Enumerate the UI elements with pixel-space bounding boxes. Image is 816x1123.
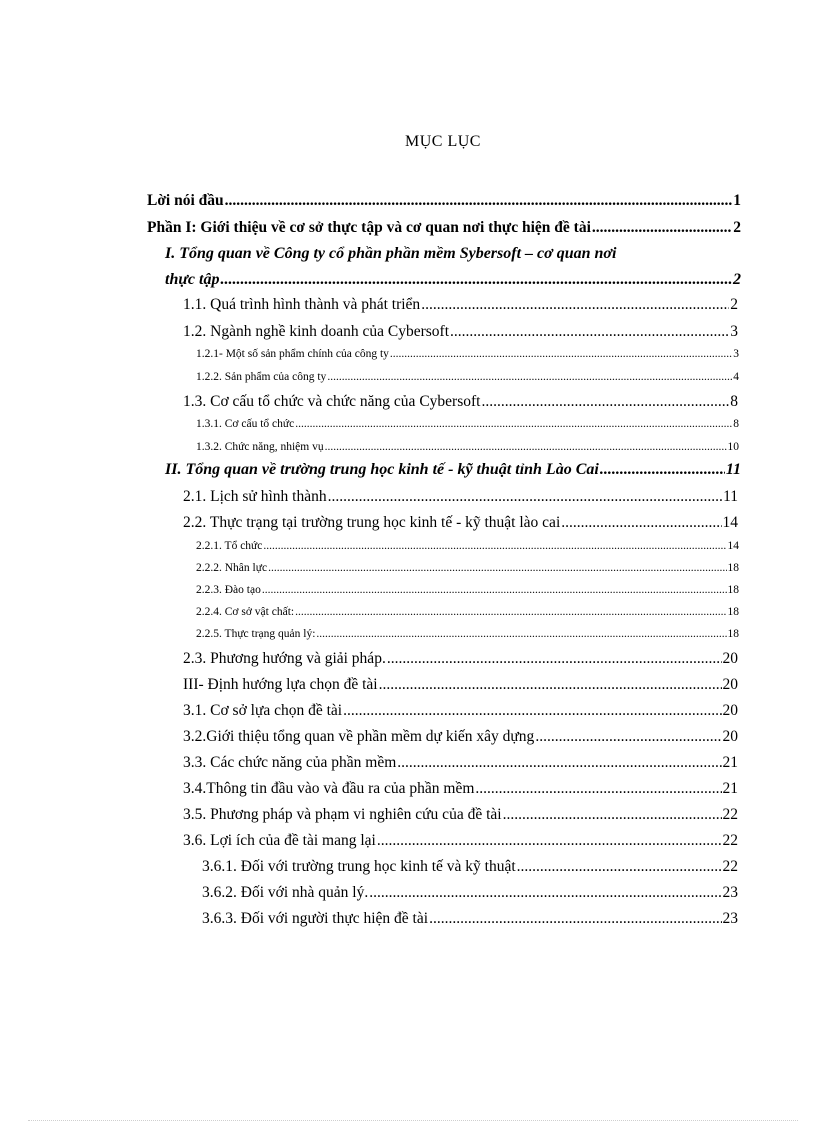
toc-entry-text: 3.5. Phương pháp và phạm vi nghiên cứu của đề tài xyxy=(183,806,502,823)
toc-entry[interactable] xyxy=(183,650,738,668)
toc-page-number: 10 xyxy=(727,441,739,453)
toc-leader xyxy=(327,371,732,383)
toc-entry-text: 1.2.2. Sản phẩm của công ty xyxy=(196,371,327,383)
toc-leader xyxy=(503,806,722,824)
toc-page-number: 21 xyxy=(722,780,738,797)
toc-entry-text: 3.6.1. Đối với trường trung học kinh tế và kỹ thuật xyxy=(202,858,516,875)
toc-leader xyxy=(268,562,726,574)
toc-entry[interactable] xyxy=(183,514,738,532)
toc-page-number: 22 xyxy=(722,832,738,849)
toc-entry-text: 2.1. Lịch sử hình thành xyxy=(183,488,327,505)
toc-entry-text: 3.2.Giới thiệu tổng quan về phần mềm dự kiến xây dựng xyxy=(183,728,535,745)
toc-entry[interactable] xyxy=(196,540,739,552)
toc-entry-text: 1.3. Cơ cấu tổ chức và chức năng của Cybersoft xyxy=(183,393,481,410)
toc-page-number: 18 xyxy=(727,562,739,574)
toc-page-number: 1 xyxy=(733,192,741,209)
toc-entry-text-line2: thực tập xyxy=(165,271,220,288)
toc-entry-text-line1: I. Tổng quan về Công ty cổ phần phần mềm Sybersoft – cơ quan nơi xyxy=(165,245,617,262)
toc-entry[interactable] xyxy=(147,219,741,237)
toc-page-number: 21 xyxy=(722,754,738,771)
toc-entry-text: 3.3. Các chức năng của phần mềm xyxy=(183,754,397,771)
toc-leader xyxy=(325,441,727,453)
toc-page-number: 20 xyxy=(722,702,738,719)
toc-leader xyxy=(561,514,721,532)
toc-page-number: 20 xyxy=(722,676,738,693)
toc-leader xyxy=(295,606,726,618)
toc-entry-text: II. Tổng quan về trường trung học kinh tế - kỹ thuật tỉnh Lào Cai xyxy=(165,461,599,478)
toc-page-number: 2 xyxy=(733,271,741,288)
toc-entry[interactable] xyxy=(202,858,738,876)
toc-entry[interactable] xyxy=(183,754,738,772)
toc-page-number: 14 xyxy=(727,540,739,552)
toc-entry-text: 3.6.3. Đối với người thực hiện đề tài xyxy=(202,910,429,927)
toc-entry[interactable] xyxy=(147,192,741,210)
toc-entry[interactable] xyxy=(196,348,739,360)
toc-page-number: 23 xyxy=(722,910,738,927)
toc-entry-text: 1.2. Ngành nghề kinh doanh của Cybersoft xyxy=(183,323,450,340)
toc-page-number: 18 xyxy=(727,628,739,640)
toc-entry[interactable] xyxy=(196,418,739,430)
toc-leader xyxy=(450,323,729,341)
toc-leader xyxy=(390,348,732,360)
toc-page-number: 18 xyxy=(727,606,739,618)
toc-entry-text: 3.6.2. Đối với nhà quản lý. xyxy=(202,884,369,901)
toc-entry-text: 1.3.2. Chức năng, nhiệm vụ xyxy=(196,441,324,453)
toc-page-number: 4 xyxy=(733,371,739,383)
toc-entry-text: 1.2.1- Một số sản phẩm chính của công ty xyxy=(196,348,389,360)
toc-leader xyxy=(481,393,729,411)
toc-leader xyxy=(379,676,722,694)
toc-leader xyxy=(421,296,729,314)
toc-page-number: 11 xyxy=(725,461,741,478)
toc-entry[interactable] xyxy=(165,461,741,479)
toc-leader xyxy=(377,832,722,850)
toc-entry-text: 1.3.1. Cơ cấu tổ chức xyxy=(196,418,295,430)
toc-entry-text: 2.2.4. Cơ sở vật chất: xyxy=(196,606,295,618)
toc-entry[interactable] xyxy=(183,780,738,798)
toc-leader xyxy=(263,540,726,552)
toc-entry[interactable] xyxy=(196,562,739,574)
toc-page-number: 3 xyxy=(733,348,739,360)
toc-entry[interactable] xyxy=(183,393,738,411)
toc-entry-text: III- Định hướng lựa chọn đề tài xyxy=(183,676,378,693)
toc-leader xyxy=(343,702,721,720)
toc-entry[interactable] xyxy=(183,806,738,824)
toc-entry[interactable] xyxy=(183,323,738,341)
toc-leader xyxy=(369,884,721,902)
toc-entry[interactable] xyxy=(202,884,738,902)
toc-leader xyxy=(262,584,727,596)
toc-entry-text: 3.4.Thông tin đầu vào và đầu ra của phần mềm xyxy=(183,780,475,797)
toc-entry-text: Phần I: Giới thiệu về cơ sở thực tập và cơ quan nơi thực hiện đề tài xyxy=(147,219,591,236)
toc-entry[interactable] xyxy=(202,910,738,928)
toc-entry[interactable] xyxy=(196,584,739,596)
toc-page-number: 11 xyxy=(723,488,738,505)
toc-leader xyxy=(517,858,722,876)
toc-entry[interactable] xyxy=(196,628,739,640)
toc-entry[interactable] xyxy=(196,606,739,618)
toc-page-number: 18 xyxy=(727,584,739,596)
page-bottom-border xyxy=(28,1120,798,1121)
toc-entry[interactable] xyxy=(183,832,738,850)
toc-entry[interactable] xyxy=(183,296,738,314)
toc-leader xyxy=(328,488,722,506)
toc-entry-text: 2.2.5. Thực trạng quản lý: xyxy=(196,628,316,640)
toc-leader xyxy=(475,780,721,798)
toc-entry[interactable] xyxy=(196,441,739,453)
toc-leader xyxy=(316,628,726,640)
toc-entry-text: 2.2. Thực trạng tại trường trung học kinh tế - kỹ thuật lào cai xyxy=(183,514,561,531)
toc-entry-text: 2.3. Phương hướng và giải pháp. xyxy=(183,650,386,667)
toc-title: MỤC LỤC xyxy=(405,133,481,150)
toc-entry[interactable] xyxy=(183,728,738,746)
toc-page-number: 23 xyxy=(722,884,738,901)
toc-leader xyxy=(592,219,732,237)
toc-page-number: 2 xyxy=(730,296,738,313)
toc-page-number: 2 xyxy=(733,219,741,236)
toc-entry-text: 3.1. Cơ sở lựa chọn đề tài xyxy=(183,702,343,719)
toc-entry-text: Lời nói đầu xyxy=(147,192,224,209)
toc-page-number: 8 xyxy=(730,393,738,410)
toc-leader xyxy=(387,650,722,668)
toc-leader xyxy=(535,728,721,746)
toc-page-number: 22 xyxy=(722,858,738,875)
toc-entry[interactable] xyxy=(196,371,739,383)
toc-entry[interactable] xyxy=(183,488,738,506)
toc-leader xyxy=(220,271,732,289)
toc-leader xyxy=(397,754,721,772)
toc-entry[interactable] xyxy=(183,702,738,720)
toc-leader xyxy=(429,910,721,928)
toc-page-number: 20 xyxy=(722,728,738,745)
toc-entry[interactable] xyxy=(183,676,738,694)
toc-entry[interactable] xyxy=(165,271,741,289)
toc-leader xyxy=(225,192,733,210)
toc-page-number: 14 xyxy=(722,514,738,531)
toc-entry-text: 3.6. Lợi ích của đề tài mang lại xyxy=(183,832,376,849)
toc-page-number: 3 xyxy=(730,323,738,340)
toc-leader xyxy=(295,418,732,430)
toc-entry-text: 2.2.1. Tổ chức xyxy=(196,540,263,552)
toc-entry-text: 2.2.2. Nhân lực xyxy=(196,562,268,574)
toc-entry-text: 2.2.3. Đào tạo xyxy=(196,584,261,596)
toc-page-number: 8 xyxy=(733,418,739,430)
toc-entry-text: 1.1. Quá trình hình thành và phát triển xyxy=(183,296,421,313)
toc-page-number: 22 xyxy=(722,806,738,823)
toc-page-number: 20 xyxy=(722,650,738,667)
toc-leader xyxy=(600,461,725,479)
